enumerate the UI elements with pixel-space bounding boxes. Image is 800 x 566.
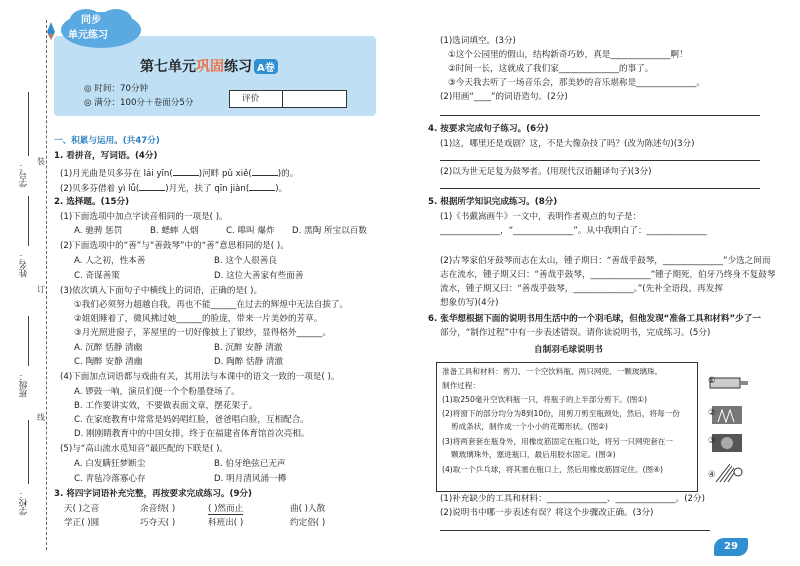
q6-heading-line2: 部分，“制作过程”中有一步表述错误。请你读说明书，完成练习。(5分)	[440, 328, 711, 338]
blank[interactable]	[139, 181, 165, 191]
q2-2-opt-c[interactable]: C. 奇谋善策	[74, 271, 120, 281]
q3-1-c: ③今天我去听了一场音乐会，那美妙的音乐堪称是______________。	[448, 78, 705, 88]
q2-3-opt-a[interactable]: A. 沉醉 恬静 清幽	[74, 343, 143, 353]
q3-word-7[interactable]: 科班出( )	[208, 518, 244, 528]
name-label: 姓名：	[19, 252, 29, 278]
q6-2: (2)说明书中哪一步表述有误？将这个步骤改正确。(3分)	[440, 508, 654, 518]
q3-word-2[interactable]: 余音绕( )	[140, 504, 176, 514]
q2-4-opt-a[interactable]: A. 锣鼓一响，演员们便一个个粉墨登场了。	[74, 387, 240, 397]
q2-3-sentence-b: ②姐姐睡着了，微风拂过她______的脸庞，带来一片美妙的芳草。	[74, 314, 323, 324]
page-number: 29	[714, 538, 748, 556]
instruction-title: 自制羽毛球说明书	[534, 345, 603, 355]
q3-word-4[interactable]: 曲( )人散	[290, 504, 326, 514]
q3-word-1[interactable]: 天( )之音	[64, 504, 100, 514]
q2-3-sentence-c: ③月光照进窗子，茅屋里的一切好像披上了银纱，显得格外______。	[74, 328, 331, 338]
binding-tip-1: 装	[37, 157, 45, 166]
binding-strip	[6, 0, 46, 566]
figure-1-label: ①	[708, 376, 716, 386]
q2-5-opt-a[interactable]: A. 白发瞒狂梦断尘	[74, 459, 146, 469]
page-title	[140, 56, 278, 76]
q3-1: (1)选词填空。(3分)	[440, 36, 516, 46]
q2-4-opt-d[interactable]: D. 刚刚睛教育中的中国女排，终于在福建省体育馆首次亮相。	[74, 429, 310, 439]
binding-dashed-line	[46, 20, 47, 550]
class-line	[28, 316, 29, 366]
box-line: (4)取一个乒乓球，将其塞在瓶口上，然后用橡皮筋固定住。(图④)	[442, 465, 663, 474]
q5-2a: (2)古琴家伯牙鼓琴而志在太山，锺子期曰：“善哉乎鼓琴，______________”少选之间而	[440, 256, 771, 266]
q2-3-sentence-a: ①我们必须努力超越自我，再也不能______在过去的辉煌中无法自拔了。	[74, 300, 349, 310]
q1-1d: )的。	[277, 169, 299, 179]
rocket-icon	[40, 20, 62, 42]
answer-line[interactable]	[440, 530, 710, 531]
answer-line[interactable]	[440, 115, 760, 116]
box-line: 剪成条状，制作成一个小小的花瓣形状。(图②)	[451, 422, 609, 431]
school-label: 学校：	[19, 490, 29, 516]
evaluation-box[interactable]	[229, 90, 347, 108]
instruction-box	[436, 362, 698, 492]
q2-2-opt-a[interactable]: A. 人之初，性本善	[74, 256, 146, 266]
q1-2c: )。	[275, 184, 288, 194]
q3-heading: 3. 将四字词语补充完整，再按要求完成练习。(9分)	[54, 489, 252, 499]
box-line: (1)取250毫升空饮料瓶一只，将瓶子的上半部分剪下。(图①)	[442, 395, 648, 404]
q5-1b: ______________，“______________”。从中我明白了：______________	[440, 226, 707, 236]
q2-heading: 2. 选择题。(15分)	[54, 197, 130, 207]
q3-word-6[interactable]: 巧夺天( )	[140, 518, 176, 528]
q2-4: (4)下面加点词语都与戏曲有关，其用法与本课中的语文一致的一项是( )。	[60, 372, 340, 382]
q3-1-b: ②时间一长，这就成了我们家______________的事了。	[448, 64, 654, 74]
q4-2: (2)以为世无足复为鼓琴者。(用现代汉语翻译句子)(3分)	[440, 167, 652, 177]
q2-2-opt-b[interactable]: B. 这个人很善良	[214, 256, 277, 266]
evaluation-cell	[282, 91, 283, 107]
q5-1a: (1)《书戴嵩画牛》一文中，表明作者观点的句子是：	[440, 212, 642, 222]
school-line	[28, 420, 29, 484]
section-1-heading: 一、积累与运用。(共47分)	[54, 136, 160, 146]
figure-4-label: ④	[708, 470, 716, 480]
q5-heading: 5. 根据所学知识完成练习。(8分)	[428, 197, 558, 207]
blank[interactable]	[252, 166, 278, 176]
q2-1: (1)下面选项中加点字读音相同的一项是( )。	[60, 212, 228, 222]
q1-1a: (1)月光曲	[60, 169, 98, 179]
q2-2-opt-d[interactable]: D. 这位大善家有些面善	[214, 271, 304, 281]
score-text: 满分：100分＋卷面分5分	[94, 98, 194, 108]
student-number-line	[28, 92, 29, 156]
q2-5: (5)与“高山流水觅知音”最匹配的下联是( )。	[60, 444, 229, 454]
time-info	[84, 84, 148, 94]
q6-1: (1)补充缺少的工具和材料：______________、______________。(2分)	[440, 494, 705, 504]
binding-tip-3: 线	[37, 413, 45, 422]
q1-heading: 1. 看拼音，写词语。(4分)	[54, 151, 158, 161]
q2-1-opt-b[interactable]: B. 蟋蟀 人烟	[150, 226, 199, 236]
q6-heading: 6. 张华想根据下面的说明书用生活中的一个羽毛球，但他发现“准备工具和材料”少了一	[428, 314, 761, 324]
box-line: 准备工具和材料：剪刀、一个空饮料瓶、两只网兜、一颗玻璃珠。	[442, 367, 663, 376]
q2-3-opt-b[interactable]: B. 沉醉 安静 清澈	[214, 343, 283, 353]
badge-line1: 同步	[81, 15, 101, 26]
q3-2: (2)用画“____”的词语造句。(2分)	[440, 92, 568, 102]
q2-5-opt-d[interactable]: D. 明月清风涌一樽	[214, 474, 287, 484]
title-tag: A卷	[254, 59, 278, 74]
class-label: 班级：	[19, 372, 29, 398]
q1-2	[60, 181, 287, 194]
score-icon: ◎	[84, 98, 95, 108]
q2-1-opt-a[interactable]: A. 驰骋 惩罚	[74, 226, 123, 236]
q2-5-opt-b[interactable]: B. 伯牙绝弦已无声	[214, 459, 286, 469]
title-highlight: 巩固	[196, 59, 224, 75]
student-number-label: 学号：	[19, 162, 29, 188]
q2-4-opt-b[interactable]: B. 工作要讲实效，不要做表面文章，摆花架子。	[74, 401, 258, 411]
figure-3-label: ③	[708, 436, 716, 446]
q3-word-3[interactable]: ( )然而止	[208, 504, 244, 514]
figure-2-label: ②	[708, 408, 716, 418]
box-line: (3)将两套套在瓶身外，用橡皮筋固定在瓶口处，将另一只网兜套在一	[442, 437, 673, 446]
q1-1c: )河畔 pǔ xiě(	[198, 169, 252, 179]
q3-word-8[interactable]: 约定俗( )	[290, 518, 326, 528]
badge-line2: 单元练习	[68, 30, 108, 41]
time-text: 时间：70分钟	[94, 84, 149, 94]
q1-2a: (2)贝多芬借着 yì lǚ(	[60, 184, 140, 194]
q2-1-opt-c[interactable]: C. 嗥叫 爆炸	[226, 226, 275, 236]
q5-2d: 想象仿写)(4分)	[440, 298, 499, 308]
clock-icon: ◎	[84, 84, 95, 94]
q2-3: (3)依次填入下面句子中横线上的词语，正确的是( )。	[60, 286, 263, 296]
title-suffix: 练习	[224, 59, 252, 75]
q2-2: (2)下面选项中的“善”与“善鼓琴”中的“善”意思相同的是( )。	[60, 241, 289, 251]
q1-2b: )月光，扶了 qīn jiàn(	[165, 184, 250, 194]
q2-1-opt-d[interactable]: D. 黑陶 所宝以百数	[292, 226, 367, 236]
q1-1b: 是贝多芬在 lái yīn(	[97, 169, 173, 179]
binding-tip-2: 订	[37, 285, 45, 294]
box-line: 制作过程：	[442, 381, 480, 390]
answer-line[interactable]	[440, 160, 760, 161]
q4-heading: 4. 按要求完成句子练习。(6分)	[428, 124, 549, 134]
blank[interactable]	[173, 166, 199, 176]
score-info	[84, 98, 193, 108]
q2-3-opt-c[interactable]: C. 陶醉 安静 清幽	[74, 357, 143, 367]
box-line: 颗玻璃珠外，塞进瓶口，最后用胶水固定。(图③)	[451, 450, 616, 459]
box-line: (2)将窗下的部分均分为8到10份，用剪刀剪至瓶颈处，然后，将每一份	[442, 409, 680, 418]
q4-1: (1)这，哪里还是戏剧？这，不是大像杂技了吗？(改为陈述句)(3分)	[440, 139, 695, 149]
name-line	[28, 196, 29, 246]
q2-3-opt-d[interactable]: D. 陶醉 恬静 清澈	[214, 357, 284, 367]
figure-4-shuttlecock-icon	[712, 460, 748, 486]
answer-line[interactable]	[440, 188, 760, 189]
q5-2b: 志在流水，锺子期又曰：“善哉乎鼓琴，______________”锺子期死，伯牙乃终身不复鼓琴	[440, 270, 776, 280]
q2-4-opt-c[interactable]: C. 在家庭教育中常常是妈妈唱红脸，爸爸唱白脸，互相配合。	[74, 415, 309, 425]
q3-1-a: ①这个公园里的假山，结构新奇巧妙，真是______________啊！	[448, 50, 688, 60]
title-prefix: 第七单元	[140, 59, 196, 75]
blank[interactable]	[249, 181, 275, 191]
q5-2c: 流水，锺子期又曰：“善哉乎鼓琴，______________。”(先补全语段，再发挥	[440, 284, 723, 294]
q1-1	[60, 166, 298, 179]
q2-5-opt-c[interactable]: C. 青毡冷落寡心存	[74, 474, 146, 484]
q3-word-5[interactable]: 学正( )圆	[64, 518, 100, 528]
evaluation-label: 评价	[242, 94, 260, 104]
